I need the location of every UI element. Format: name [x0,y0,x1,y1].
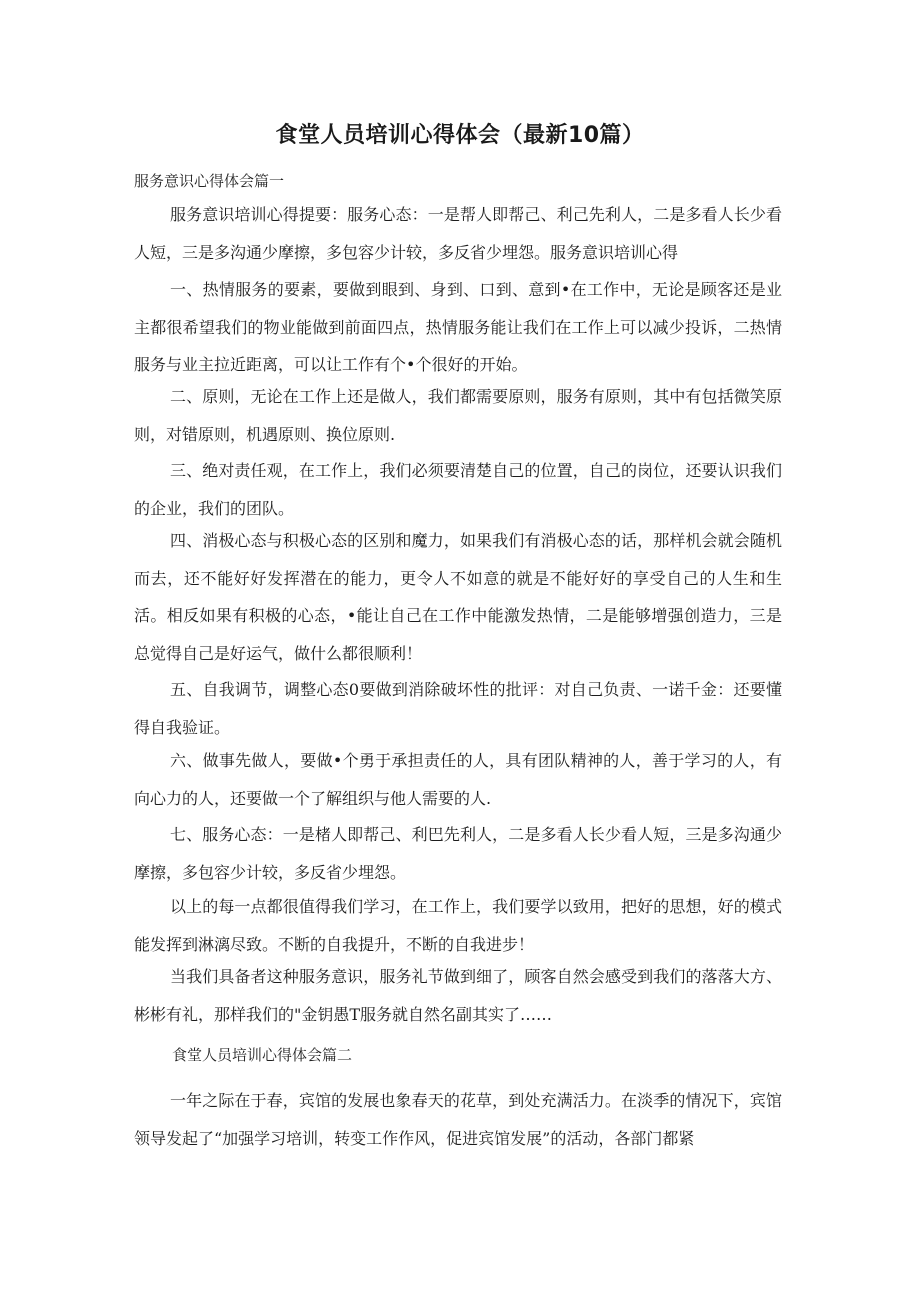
document-title: 食堂人员培训心得体会（最新10篇） [275,123,645,148]
paragraph: 五、自我调节，调整心态0要做到消除破坏性的批评：对自己负责、一诺千金：还要懂得自我验证。 [134,680,782,737]
paragraph: 服务意识培训心得提要：服务心态：一是帮人即帮己、利己先利人，二是多看人长少看人短，三是多沟通少摩擦，多包容少计较，多反省少埋怨。服务意识培训心得 [134,205,782,262]
paragraph: 一年之际在于春，宾馆的发展也象春天的花草，到处充满活力。在淡季的情况下，宾馆领导发起了“加强学习培训，转变工作作风，促进宾馆发展”的活动，各部门都紧 [134,1091,782,1148]
paragraph: 四、消极心态与积极心态的区别和魔力，如果我们有消极心态的话，那样机会就会随机而去，还不能好好发挥潜在的能力，更令人不如意的就是不能好好的享受自己的人生和生活。相反如果有积极的心态，•能让自己在工作中能激发热情，二是能够增强创造力，三是总觉得自己是好运气，做什么都很顺利！ [134,531,782,663]
paragraph: 六、做事先做人，要做•个勇于承担责任的人，具有团队精神的人，善于学习的人，有向心力的人，还要做一个了解组织与他人需要的人. [134,751,782,808]
paragraph: 二、原则，无论在工作上还是做人，我们都需要原则，服务有原则，其中有包括微笑原则，对错原则，机遇原则、换位原则. [134,387,782,444]
paragraph: 一、热情服务的要素，要做到眼到、身到、口到、意到•在工作中，无论是顾客还是业主都很希望我们的物业能做到前面四点，热情服务能让我们在工作上可以减少投诉，二热情服务与业主拉近距离，可以让工作有个•个很好的开始。 [134,280,782,374]
paragraph: 三、绝对责任观，在工作上，我们必须要清楚自己的位置，自己的岗位，还要认识我们的企业，我们的团队。 [134,461,782,518]
section-heading-2: 食堂人员培训心得体会篇二 [172,1046,353,1064]
paragraph: 当我们具备者这种服务意识，服务礼节做到细了，顾客自然会感受到我们的落落大方、彬彬有礼，那样我们的"金钥愚T服务就自然名副其实了…… [134,967,782,1024]
paragraph: 以上的每一点都很值得我们学习，在工作上，我们要学以致用，把好的思想，好的模式能发挥到淋漓尽致。不断的自我提升，不断的自我进步！ [134,897,782,954]
paragraph: 七、服务心态：一是楮人即帮己、利巴先利人，二是多看人长少看人短，三是多沟通少摩擦，多包容少计较，多反省少埋怨。 [134,825,782,882]
section-heading-1: 服务意识心得体会篇一 [134,172,285,190]
